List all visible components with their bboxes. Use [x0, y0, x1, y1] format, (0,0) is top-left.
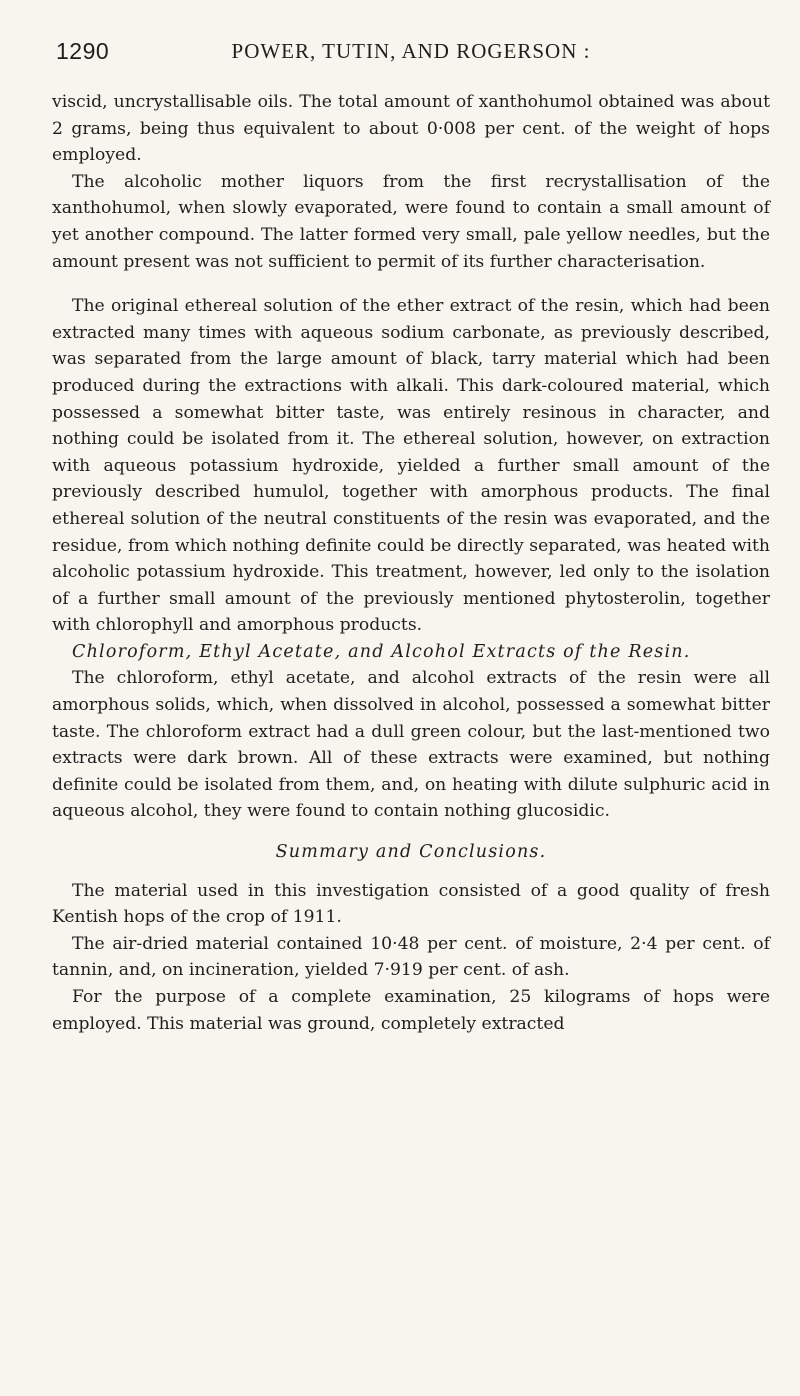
paragraph-summary-air-dried: The air-dried material contained 10·48 per cent. of moisture, 2·4 per cent. of tannin, and, on incineration, yielded 7·919 per cent. of ash. — [52, 933, 770, 981]
paragraph-summary-examination: For the purpose of a complete examination, 25 kilograms of hops were employed. This material was ground, completely extracted — [52, 987, 770, 1034]
paragraph-mother-liquors: The alcoholic mother liquors from the first recrystallisation of the xanthohumol, when slowly evaporated, were found to contain a small amount of yet another compound. The latter formed very small, pale yellow needles, but the amount present was not sufficient to permit of its further characterisation. — [52, 171, 770, 272]
section-heading-extracts: Chloroform, Ethyl Acetate, and Alcohol Extracts of the Resin. — [72, 641, 691, 662]
page-number: 1290 — [56, 38, 110, 64]
paragraph-summary-material: The material used in this investigation consisted of a good quality of fresh Kentish hops of the crop of 1911. — [52, 880, 770, 928]
running-header — [52, 34, 770, 70]
running-title: POWER, TUTIN, AND ROGERSON : — [231, 39, 591, 63]
paragraph-extracts: The chloroform, ethyl acetate, and alcohol extracts of the resin were all amorphous solids, which, when dissolved in alcohol, possessed a somewhat bitter taste. The chloroform extract had a dull green colour, but the last-mentioned two extracts were dark brown. All of these extracts were examined, but nothing definite could be isolated from them, and, on heating with dilute sulphuric acid in aqueous alcohol, they were found to contain nothing glucosidic. — [52, 668, 770, 822]
paragraph-continued: viscid, uncrystallisable oils. The total amount of xanthohumol obtained was about 2 grams, being thus equivalent to about 0·008 per cent. of the weight of hops employed. — [52, 92, 770, 166]
body-text — [52, 89, 770, 1037]
paragraph-ethereal-solution: The original ethereal solution of the ether extract of the resin, which had been extracted many times with aqueous sodium carbonate, as previously described, was separated from the large amount of black, tarry material which had been produced during the extractions with alkali. This dark-coloured material, which possessed a somewhat bitter taste, was entirely resinous in character, and nothing could be isolated from it. The ethereal solution, however, on extraction with aqueous potassium hydroxide, yielded a further small amount of the previously described humulol, together with amorphous products. The final ethereal solution of the neutral constituents of the resin was evaporated, and the residue, from which nothing definite could be directly separated, was heated with alcoholic potassium hydroxide. This treatment, however, led only to the isolation of a further small amount of the previously mentioned phytosterolin, together with chlorophyll and amorphous products. — [52, 296, 770, 636]
page — [52, 34, 770, 1037]
section-heading-summary: Summary and Conclusions. — [275, 842, 547, 863]
